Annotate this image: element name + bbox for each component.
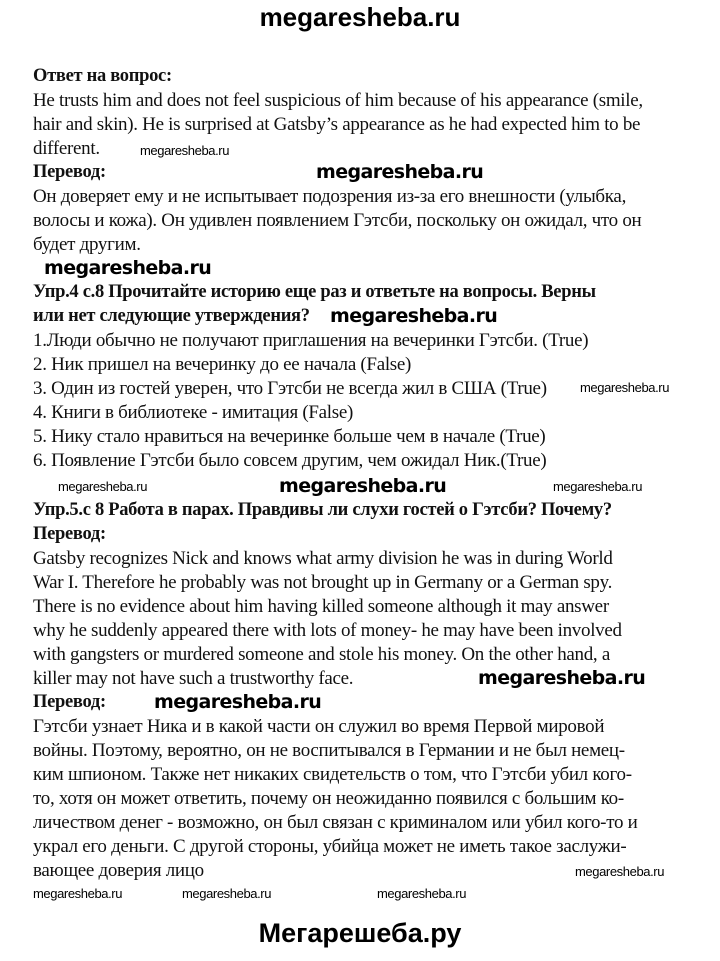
exercise5-translation-line: украл его деньги. С другой стороны, убийца может не иметь такое заслужи- xyxy=(33,836,627,857)
exercise4-title: или нет следующие утверждения? xyxy=(33,306,310,326)
exercise5-translation-line: вающее доверия лицо xyxy=(33,860,204,881)
answer-line: hair and skin). He is surprised at Gatsby’s appearance as he had expected him to be xyxy=(33,114,641,135)
watermark: megaresheba.ru xyxy=(478,667,646,689)
exercise4-item: 4. Книги в библиотеке - имитация (False) xyxy=(33,402,354,423)
exercise5-translation-line: личеством денег - возможно, он был связан с криминалом или убил кого-то и xyxy=(33,812,638,833)
exercise4-item: 2. Ник пришел на вечеринку до ее начала (False) xyxy=(33,354,412,375)
exercise4-item: 3. Один из гостей уверен, что Гэтсби не всегда жил в США (True) xyxy=(33,378,547,399)
exercise5-line: killer may not have such a trustworthy face. xyxy=(33,668,354,689)
watermark: megaresheba.ru xyxy=(553,479,643,494)
exercise5-subtitle: Перевод: xyxy=(33,524,106,544)
translation-title: Перевод: xyxy=(33,162,106,182)
answer-title: Ответ на вопрос: xyxy=(33,66,172,86)
watermark: megaresheba.ru xyxy=(580,380,670,395)
site-header: megaresheba.ru xyxy=(259,2,461,32)
exercise5-line: War I. Therefore he probably was not brought up in Germany or a German spy. xyxy=(33,572,613,593)
watermark: megaresheba.ru xyxy=(279,475,447,497)
translation-line: будет другим. xyxy=(33,234,141,255)
watermark: megaresheba.ru xyxy=(316,161,484,183)
watermark: megaresheba.ru xyxy=(58,479,148,494)
watermark: megaresheba.ru xyxy=(575,864,665,879)
exercise5-translation-line: Гэтсби узнает Ника и в какой части он служил во время Первой мировой xyxy=(33,716,605,737)
watermark: megaresheba.ru xyxy=(330,305,498,327)
watermark: megaresheba.ru xyxy=(154,691,322,713)
exercise5-translation-line: войны. Поэтому, вероятно, он не воспитывался в Германии и не был немец- xyxy=(33,740,625,761)
exercise4-item: 5. Нику стало нравиться на вечеринке больше чем в начале (True) xyxy=(33,426,546,447)
watermark: megaresheba.ru xyxy=(33,886,123,901)
exercise5-line: Gatsby recognizes Nick and knows what army division he was in during World xyxy=(33,548,613,569)
exercise4-item: 1.Люди обычно не получают приглашения на вечеринки Гэтсби. (True) xyxy=(33,330,589,351)
site-footer: Мегарешеба.ру xyxy=(258,918,462,948)
watermark: megaresheba.ru xyxy=(140,143,230,158)
watermark: megaresheba.ru xyxy=(182,886,272,901)
exercise5-translation-line: ким шпионом. Также нет никаких свидетельств о том, что Гэтсби убил кого- xyxy=(33,764,632,785)
watermark: megaresheba.ru xyxy=(44,257,212,279)
exercise4-item: 6. Появление Гэтсби было совсем другим, чем ожидал Ник.(True) xyxy=(33,450,547,471)
exercise5-translation-line: то, хотя он может ответить, почему он неожиданно появился с большим ко- xyxy=(33,788,624,809)
watermark: megaresheba.ru xyxy=(377,886,467,901)
answer-line: different. xyxy=(33,138,100,159)
exercise5-line: There is no evidence about him having killed someone although it may answer xyxy=(33,596,609,617)
exercise5-title: Упр.5.с 8 Работа в парах. Правдивы ли слухи гостей о Гэтсби? Почему? xyxy=(33,500,612,520)
answer-line: He trusts him and does not feel suspicious of him because of his appearance (smile, xyxy=(33,90,643,111)
exercise4-title: Упр.4 с.8 Прочитайте историю еще раз и ответьте на вопросы. Верны xyxy=(33,282,596,302)
exercise5-translation-title: Перевод: xyxy=(33,692,106,712)
exercise5-line: with gangsters or murdered someone and stole his money. On the other hand, a xyxy=(33,644,610,665)
exercise5-line: why he suddenly appeared there with lots of money- he may have been involved xyxy=(33,620,622,641)
translation-line: волосы и кожа). Он удивлен появлением Гэтсби, поскольку он ожидал, что он xyxy=(33,210,642,231)
translation-line: Он доверяет ему и не испытывает подозрения из-за его внешности (улыбка, xyxy=(33,186,627,207)
